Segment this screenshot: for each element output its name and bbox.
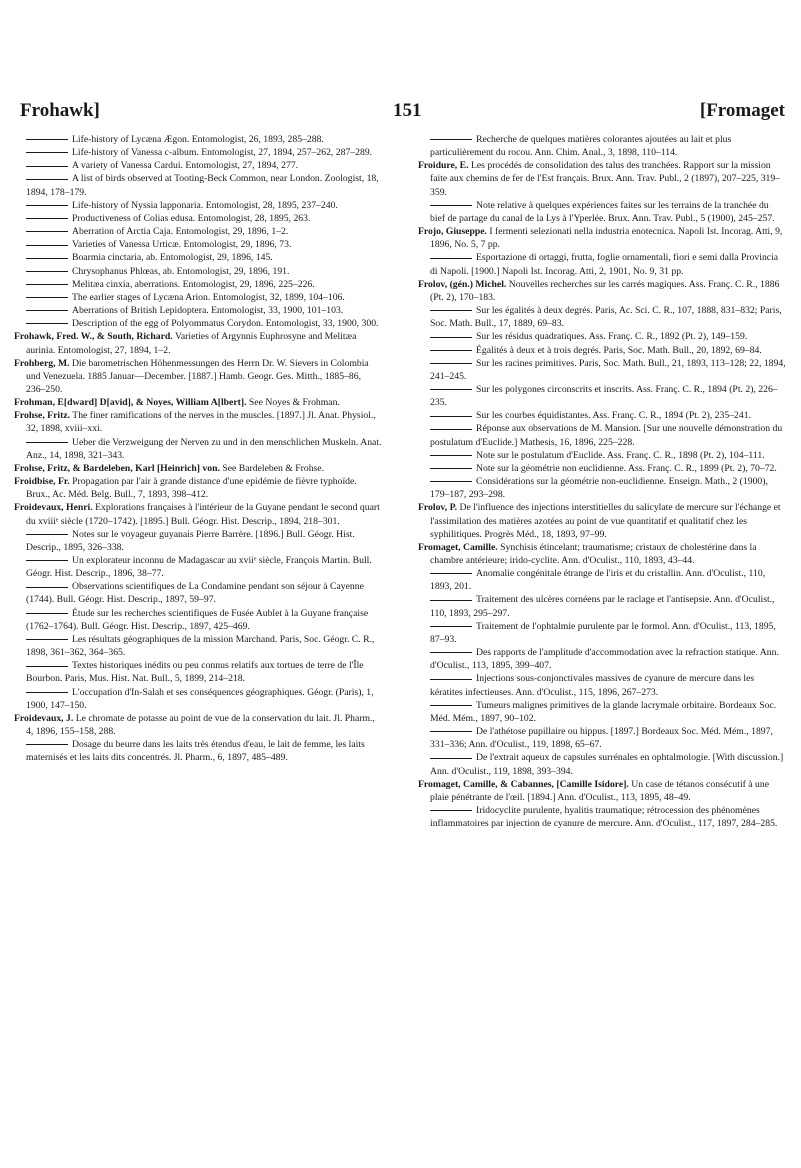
- entry-text: Melitæa cinxia, aberrations. Entomologist, 29, 1896, 225–226.: [72, 278, 315, 290]
- bibliography-entry: [14, 659, 382, 685]
- bibliography-entry: [418, 475, 786, 501]
- bibliography-entry: [14, 501, 382, 527]
- entry-text: Recherche de quelques matières colorantes ajoutées au lait et plus particulièrement du rocou. Ann. Chim. Anal., 3, 1898, 110–114.: [430, 134, 732, 159]
- ditto-dash: [430, 758, 472, 759]
- entry-text: Le chromate de potasse au point de vue de la conservation du lait. Jl. Pharm., 4, 1896, 155–158, 288.: [26, 712, 375, 738]
- entry-author: Froidure, E.: [418, 160, 469, 172]
- bibliography-entry: [14, 317, 382, 330]
- entry-author: Froidbise, Fr.: [14, 476, 70, 488]
- bibliography-entry: [418, 357, 786, 383]
- bibliography-entry: [418, 804, 786, 830]
- bibliography-entry: [14, 738, 382, 764]
- entry-text: Explorations françaises à l'intérieur de la Guyane pendant le second quart du xviiiᵉ siècle (1720–1742). [1895.] Bull. Géogr. Hist. Descrip., 1894, 218–301.: [26, 502, 380, 527]
- entry-author: Frohberg, M.: [14, 357, 70, 369]
- ditto-dash: [430, 205, 472, 206]
- ditto-dash: [26, 666, 68, 667]
- entry-text: Un case de tétanos consécutif à une plaie pénétrante de l'œil. [1894.] Ann. d'Oculist., 113, 1895, 48–49.: [430, 778, 770, 803]
- bibliography-entry: [14, 133, 382, 146]
- entry-text: Boarmia cinctaria, ab. Entomologist, 29, 1896, 145.: [72, 252, 273, 264]
- ditto-dash: [26, 323, 68, 324]
- entry-text: Life-history of Vanessa c-album. Entomologist, 27, 1894, 257–262, 287–289.: [72, 147, 373, 159]
- bibliography-entry: [14, 580, 382, 606]
- entry-text: Tumeurs malignes primitives de la glande lacrymale orbitaire. Bordeaux Soc. Méd. Mém., 1897, 90–102.: [430, 699, 777, 724]
- ditto-dash: [26, 310, 68, 311]
- entry-text: Propagation par l'air à grande distance d'une epidémie de fièvre typhoïde. Brux., Ac. Méd. Belg. Bull., 7, 1893, 398–412.: [26, 476, 357, 501]
- bibliography-entry: [14, 475, 382, 501]
- ditto-dash: [430, 416, 472, 417]
- entry-author: Frolov, (gén.) Michel.: [418, 278, 507, 290]
- ditto-dash: [430, 258, 472, 259]
- bibliography-entry: [418, 330, 786, 343]
- right-column: [418, 133, 786, 830]
- entry-text: Die barometrischen Höhenmessungen des Herrn Dr. W. Sievers in Colombia und Venezuela. 1885 Januar—December. [1887.] Hamb. Geogr. Ges. Mitth., 1885–86, 236–250.: [26, 357, 369, 395]
- entry-text: Réponse aux observations de M. Mansion. [Sur une nouvelle démonstration du postulatum d'Euclide.] Mathesis, 16, 1896, 225–228.: [430, 423, 783, 448]
- entry-text: Sur les polygones circonscrits et inscrits. Ass. Franç. C. R., 1894 (Pt. 2), 226–235.: [430, 383, 778, 409]
- entry-text: Chrysophanus Phlœas, ab. Entomologist, 29, 1896, 191.: [72, 265, 290, 277]
- bibliography-entry: [14, 199, 382, 212]
- bibliography-entry: [418, 646, 786, 672]
- entry-text: Note sur le postulatum d'Euclide. Ass. Franç. C. R., 1898 (Pt. 2), 104–111.: [476, 449, 765, 461]
- entry-text: Traitement des ulcères cornéens par le raclage et l'antisepsie. Ann. d'Oculist., 110, 1893, 295–297.: [430, 594, 775, 619]
- ditto-dash: [430, 705, 472, 706]
- bibliography-entry: [418, 751, 786, 777]
- bibliography-entry: [418, 593, 786, 619]
- bibliography-entry: [418, 725, 786, 751]
- bibliography-entry: [418, 449, 786, 462]
- ditto-dash: [26, 560, 68, 561]
- bibliography-entry: [418, 501, 786, 540]
- entry-text: Un explorateur inconnu de Madagascar au xviiᵉ siècle, François Martin. Bull. Géogr. Hist. Descrip., 1896, 38–77.: [26, 555, 372, 580]
- entry-text: Les procédés de consolidation des talus des tranchées. Rapport sur la mission faite aux chemins de fer de l'Est français. Brux. Ann. Trav. Publ., 2 (1897), 207–225, 319–359.: [430, 160, 781, 198]
- header-right-term: [Fromaget: [699, 100, 785, 121]
- bibliography-entry: [14, 212, 382, 225]
- bibliography-entry: [418, 672, 786, 698]
- page-number: 151: [393, 100, 422, 121]
- bibliography-entry: [14, 172, 382, 198]
- entry-text: Notes sur le voyageur guyanais Pierre Barrère. [1896.] Bull. Géogr. Hist. Descrip., 1895, 326–338.: [26, 528, 355, 553]
- bibliography-entry: [418, 409, 786, 422]
- entry-author: Fromaget, Camille, & Cabannes, [Camille Isidore].: [418, 778, 629, 790]
- bibliography-entry: [14, 554, 382, 580]
- ditto-dash: [26, 297, 68, 298]
- ditto-dash: [26, 692, 68, 693]
- bibliography-entry: [14, 251, 382, 264]
- bibliography-entry: [14, 291, 382, 304]
- left-column: [14, 133, 382, 765]
- bibliography-entry: [418, 251, 786, 277]
- ditto-dash: [26, 534, 68, 535]
- ditto-dash: [430, 679, 472, 680]
- ditto-dash: [26, 179, 68, 180]
- entry-text: The finer ramifications of the nerves in the muscles. [1897.] Jl. Anat. Physiol., 32, 1898, xviii–xxi.: [26, 410, 376, 435]
- entry-author: Frojo, Giuseppe.: [418, 226, 487, 238]
- bibliography-entry: [418, 541, 786, 567]
- bibliography-entry: [14, 436, 382, 462]
- ditto-dash: [26, 284, 68, 285]
- entry-author: Froidevaux, J.: [14, 712, 74, 724]
- entry-text: Sur les courbes équidistantes. Ass. Franç. C. R., 1894 (Pt. 2), 235–241.: [476, 410, 752, 422]
- bibliography-entry: [418, 462, 786, 475]
- entry-text: De l'extrait aqueux de capsules surrénales en ophtalmologie. [With discussion.] Ann. d'Oculist., 119, 1898, 393–394.: [430, 752, 784, 777]
- ditto-dash: [26, 271, 68, 272]
- bibliography-entry: [418, 422, 786, 448]
- ditto-dash: [430, 429, 472, 430]
- bibliography-entry: [14, 265, 382, 278]
- entry-author: Frolov, P.: [418, 502, 458, 514]
- entry-text: See Noyes & Frohman.: [248, 397, 340, 409]
- entry-author: Froidevaux, Henri.: [14, 502, 93, 514]
- ditto-dash: [430, 139, 472, 140]
- entry-text: Étude sur les recherches scientifiques de Fusée Aublet à la Guyane française (1762–1764). Bull. Géogr. Hist. Descrip., 1897, 425–469.: [26, 607, 369, 632]
- bibliography-entry: [14, 146, 382, 159]
- ditto-dash: [26, 166, 68, 167]
- entry-text: Description of the egg of Polyommatus Corydon. Entomologist, 33, 1900, 300.: [72, 318, 379, 330]
- bibliography-entry: [418, 620, 786, 646]
- bibliography-entry: [418, 278, 786, 304]
- ditto-dash: [430, 363, 472, 364]
- ditto-dash: [430, 626, 472, 627]
- entry-text: Varieties of Vanessa Urticæ. Entomologist, 29, 1896, 73.: [72, 239, 292, 251]
- ditto-dash: [26, 442, 68, 443]
- entry-text: Observations scientifiques de La Condamine pendant son séjour à Cayenne (1744). Bull. Géogr. Hist. Descrip., 1897, 59–97.: [26, 581, 364, 606]
- ditto-dash: [26, 744, 68, 745]
- entry-text: Note relative à quelques expériences faites sur les terrains de la tranchée du bief de partage du canal de la Lys à l'Yperlée. Brux. Ann. Trav. Publ., 5 (1900), 245–257.: [430, 199, 775, 224]
- ditto-dash: [430, 600, 472, 601]
- entry-text: Les résultats géographiques de la mission Marchand. Paris, Soc. Géogr. C. R., 1898, 361–362, 364–365.: [26, 633, 375, 659]
- entry-text: Life-history of Lycæna Ægon. Entomologist, 26, 1893, 285–288.: [72, 134, 324, 145]
- entry-text: Textes historiques inédits ou peu connus relatifs aux tortues de terre de l'Île Bourbon. Paris, Mus. Hist. Nat. Bull., 5, 1899, 214–218.: [26, 660, 364, 685]
- ditto-dash: [430, 350, 472, 351]
- ditto-dash: [430, 731, 472, 732]
- bibliography-entry: [418, 133, 786, 159]
- bibliography-entry: [14, 633, 382, 659]
- bibliography-entry: [418, 225, 786, 251]
- entry-text: A variety of Vanessa Cardui. Entomologist, 27, 1894, 277.: [72, 160, 299, 172]
- entry-text: L'occupation d'In-Salah et ses conséquences géographiques. Géogr. (Paris), 1, 1900, 147–150.: [26, 686, 374, 711]
- ditto-dash: [26, 231, 68, 232]
- ditto-dash: [430, 455, 472, 456]
- bibliography-entry: [14, 238, 382, 251]
- bibliography-entry: [14, 607, 382, 633]
- bibliography-entry: [14, 462, 382, 475]
- bibliography-entry: [14, 409, 382, 435]
- entry-text: Iridocyclite purulente, hyalitis traumatique; rétrocession des phénomènes inflammatoires par injection de cyanure de mercure. Ann. d'Oculist., 117, 1897, 284–285.: [430, 804, 778, 830]
- bibliography-entry: [14, 357, 382, 396]
- entry-text: See Bardeleben & Frohse.: [222, 462, 325, 474]
- entry-text: Productiveness of Colias edusa. Entomologist, 28, 1895, 263.: [72, 212, 311, 224]
- bibliography-entry: [418, 567, 786, 593]
- entry-text: I fermenti selezionati nella industria enotecnica. Napoli Ist. Incorag. Atti, 9, 1896, No. 5, 7 pp.: [430, 226, 783, 251]
- entry-author: Frohse, Fritz, & Bardeleben, Karl [Heinrich] von.: [14, 462, 220, 474]
- entry-text: Sur les résidus quadratiques. Ass. Franç. C. R., 1892 (Pt. 2), 149–159.: [476, 331, 748, 343]
- header-left-term: Frohawk]: [20, 100, 100, 121]
- entry-author: Frohse, Fritz.: [14, 410, 71, 422]
- ditto-dash: [26, 139, 68, 140]
- bibliography-entry: [418, 778, 786, 804]
- entry-text: Varieties of Argynnis Euphrosyne and Melitæa aurinia. Entomologist, 27, 1894, 1–2.: [26, 331, 357, 356]
- entry-text: Aberrations of British Lepidoptera. Entomologist, 33, 1900, 101–103.: [72, 305, 344, 317]
- ditto-dash: [26, 587, 68, 588]
- ditto-dash: [26, 613, 68, 614]
- ditto-dash: [430, 481, 472, 482]
- bibliography-entry: [418, 699, 786, 725]
- ditto-dash: [26, 152, 68, 153]
- ditto-dash: [26, 218, 68, 219]
- entry-text: Traitement de l'ophtalmie purulente par le formol. Ann. d'Oculist., 113, 1895, 87–93.: [430, 620, 776, 645]
- bibliography-entry: [14, 330, 382, 356]
- ditto-dash: [26, 245, 68, 246]
- ditto-dash: [430, 310, 472, 311]
- ditto-dash: [430, 573, 472, 574]
- bibliography-entry: [418, 304, 786, 330]
- ditto-dash: [430, 810, 472, 811]
- ditto-dash: [430, 652, 472, 653]
- entry-text: Dosage du beurre dans les laits très étendus d'eau, le lait de femme, les laits maternisés et les laits dits concentrés. Jl. Pharm., 6, 1897, 485–489.: [26, 739, 365, 764]
- entry-text: Égalités à deux et à trois degrés. Paris, Soc. Math. Bull., 20, 1892, 69–84.: [476, 344, 762, 356]
- entry-text: Des rapports de l'amplitude d'accommodation avec la refraction statique. Ann. d'Oculist., 113, 1895, 399–407.: [430, 647, 779, 672]
- entry-text: Note sur la géométrie non euclidienne. Ass. Franç. C. R., 1899 (Pt. 2), 70–72.: [476, 462, 777, 474]
- entry-text: Considérations sur la géométrie non-euclidienne. Enseign. Math., 2 (1900), 179–187, 293–298.: [430, 476, 768, 501]
- entry-text: Anomalie congénitale étrange de l'iris et du cristallin. Ann. d'Oculist., 110, 1893, 201.: [430, 568, 766, 593]
- entry-text: Life-history of Nyssia lapponaria. Entomologist, 28, 1895, 237–240.: [72, 199, 338, 211]
- entry-text: The earlier stages of Lycæna Arion. Entomologist, 32, 1899, 104–106.: [72, 291, 345, 303]
- entry-text: Aberration of Arctia Caja. Entomologist, 29, 1896, 1–2.: [72, 226, 289, 238]
- ditto-dash: [430, 389, 472, 390]
- bibliography-entry: [14, 528, 382, 554]
- bibliography-entry: [418, 199, 786, 225]
- entry-author: Frohawk, Fred. W., & South, Richard.: [14, 331, 173, 343]
- bibliography-entry: [418, 344, 786, 357]
- entry-text: Esportazione di ortaggi, frutta, foglie ornamentali, fiori e semi dalla Provincia di Napoli. [1900.] Napoli Ist. Incorag. Atti, 2, 1901, No. 9, 31 pp.: [430, 252, 779, 277]
- ditto-dash: [26, 205, 68, 206]
- entry-text: Nouvelles recherches sur les carrés magiques. Ass. Franç. C. R., 1886 (Pt. 2), 170–183.: [430, 278, 780, 303]
- page-header: [20, 100, 785, 124]
- entry-text: Synchisis étincelant; traumatisme; cristaux de cholestérine dans la chambre antérieure; irido-cyclite. Ann. d'Oculist., 110, 1893, 43–44.: [430, 541, 757, 566]
- bibliography-entry: [14, 159, 382, 172]
- bibliography-entry: [14, 278, 382, 291]
- ditto-dash: [430, 337, 472, 338]
- bibliography-entry: [14, 712, 382, 738]
- bibliography-entry: [14, 686, 382, 712]
- ditto-dash: [430, 468, 472, 469]
- entry-text: Sur les égalités à deux degrés. Paris, Ac. Sci. C. R., 107, 1888, 831–832; Paris, Soc. Math. Bull., 17, 1889, 69–83.: [430, 305, 782, 330]
- entry-text: De l'influence des injections interstitielles du salicylate de mercure sur l'échange et l'assimilation des matières azotées au point de vue quantitatif et qualitatif chez les syphilitiques. Progrès Méd., 18, 1893, 97–99.: [430, 502, 781, 540]
- ditto-dash: [26, 639, 68, 640]
- bibliography-entry: [14, 225, 382, 238]
- ditto-dash: [26, 258, 68, 259]
- entry-author: Frohman, E[dward] D[avid], & Noyes, William A[lbert].: [14, 397, 247, 409]
- entry-text: Injections sous-conjonctivales massives de cyanure de mercure dans les kératites infectieuses. Ann. d'Oculist., 115, 1896, 267–273.: [430, 673, 755, 698]
- bibliography-entry: [14, 396, 382, 409]
- bibliography-entry: [14, 304, 382, 317]
- entry-text: Sur les racines primitives. Paris, Soc. Math. Bull., 21, 1893, 113–128; 22, 1894, 241–245.: [430, 357, 786, 382]
- entry-text: Ueber die Verzweigung der Nerven zu und in den menschlichen Muskeln. Anat. Anz., 14, 1898, 321–343.: [26, 436, 382, 461]
- bibliography-entry: [418, 383, 786, 409]
- entry-text: A list of birds observed at Tooting-Beck Common, near London. Zoologist, 18, 1894, 178–179.: [26, 173, 379, 198]
- entry-author: Fromaget, Camille.: [418, 541, 498, 553]
- bibliography-entry: [418, 159, 786, 198]
- entry-text: De l'athétose pupillaire ou hippus. [1897.] Bordeaux Soc. Méd. Mém., 1897, 331–336; Ann. d'Oculist., 119, 1898, 65–67.: [430, 726, 773, 751]
